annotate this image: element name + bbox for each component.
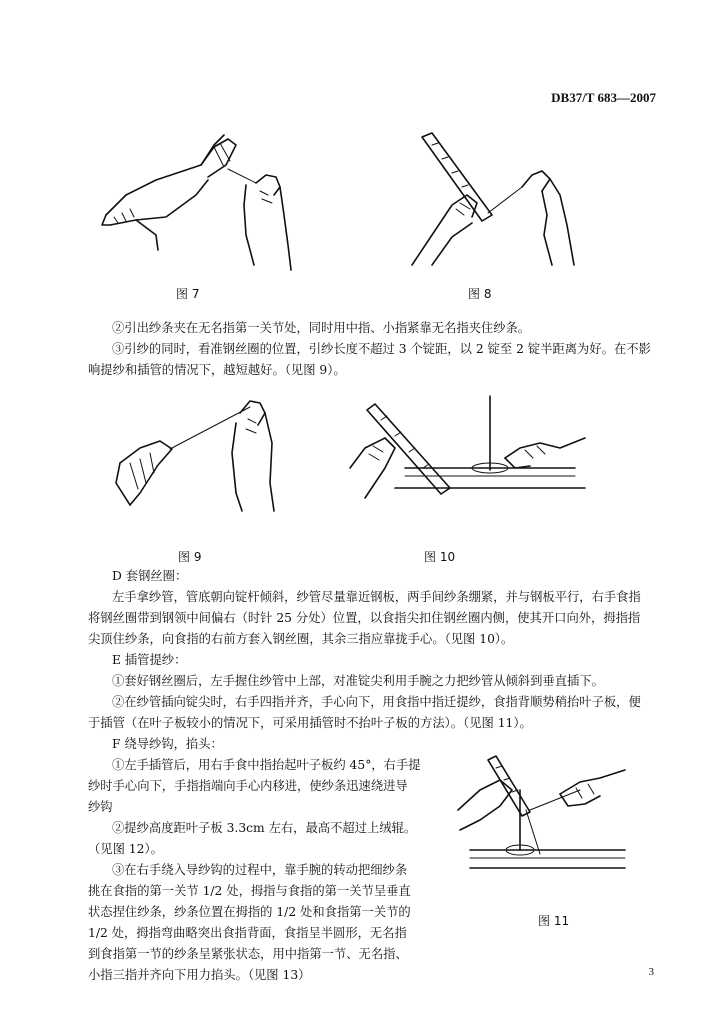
figure-8-caption: 图 8: [468, 287, 492, 301]
paragraph-line: 将钢丝圈带到钢领中间偏右（时针 25 分处）位置，以食指尖扣住钢丝圈内侧，使其开口向外，拇指指: [88, 611, 641, 625]
paragraph-line: ③引纱的同时，看准钢丝圈的位置，引纱长度不超过 3 个锭距，以 2 锭至 2 锭半距离为好。在不影: [112, 342, 651, 356]
paragraph-line: 纱钩: [88, 800, 113, 814]
figure-10-caption: 图 10: [424, 550, 456, 564]
standard-code: DB37/T 683—2007: [551, 90, 656, 105]
figure-9-caption: 图 9: [178, 550, 202, 564]
paragraph-line: 小指三指并齐向下用力掐头。（见图 13）: [88, 968, 311, 982]
figure-9-illustration: [110, 393, 290, 513]
paragraph-line: 纱时手心向下，手指指端向手心内移进，使纱条迅速绕进导: [88, 779, 408, 793]
paragraph-line: 状态捏住纱条，纱条位置在拇指的 1/2 处和食指第一关节的: [88, 905, 411, 919]
figure-11-illustration: [450, 750, 630, 900]
paragraph-line: 响提纱和插管的情况下，越短越好。（见图 9）。: [88, 363, 346, 377]
figure-8-illustration: [392, 125, 592, 275]
paragraph-line: 尖顶住纱条，向食指的右前方套入钢丝圈，其余三指应靠拢手心。（见图 10）。: [88, 632, 514, 646]
paragraph-line: ②提纱高度距叶子板 3.3cm 左右，最高不超过上绒辊。: [112, 821, 417, 835]
paragraph-line: ②在纱管插向锭尖时，右手四指并齐，手心向下，用食指中指迁提纱，食指背顺势稍抬叶子板，便: [112, 695, 641, 709]
figure-11-caption: 图 11: [538, 914, 570, 928]
paragraph-line: 左手拿纱管，管底朝向锭杆倾斜，纱管尽量靠近钢板，两手间纱条绷紧，并与钢板平行，右手食指: [112, 590, 641, 604]
paragraph-line: ①套好钢丝圈后，左手握住纱管中上部，对准锭尖利用手腕之力把纱管从倾斜到垂直插下。: [112, 674, 604, 688]
paragraph-line: ②引出纱条夹在无名指第一关节处，同时用中指、小指紧靠无名指夹住纱条。: [112, 321, 531, 335]
paragraph-line: 挑在食指的第一关节 1/2 处，拇指与食指的第一关节呈垂直: [88, 884, 411, 898]
figure-7-caption: 图 7: [176, 287, 200, 301]
figure-7-illustration: [96, 125, 296, 275]
figure-10-illustration: [345, 388, 590, 518]
paragraph-line: （见图 12）。: [88, 842, 163, 856]
paragraph-line: ③在右手绕入导纱钩的过程中，靠手腕的转动把细纱条: [112, 863, 408, 877]
paragraph-line: 到食指第一节的纱条呈紧张状态，用中指第一节、无名指、: [88, 947, 408, 961]
page-number: 3: [648, 966, 654, 978]
section-heading: F 绕导纱钩，掐头：: [112, 737, 223, 751]
section-heading: E 插管提纱：: [112, 653, 187, 667]
paragraph-line: 于插管（在叶子板较小的情况下，可采用插管时不抬叶子板的方法）。（见图 11）。: [88, 716, 532, 730]
paragraph-line: ①左手插管后，用右手食中指抬起叶子板约 45°，右手提: [112, 758, 421, 772]
section-heading: D 套钢丝圈：: [112, 569, 188, 583]
paragraph-line: 1/2 处，拇指弯曲略突出食指背面，食指呈半圆形，无名指: [88, 926, 407, 940]
